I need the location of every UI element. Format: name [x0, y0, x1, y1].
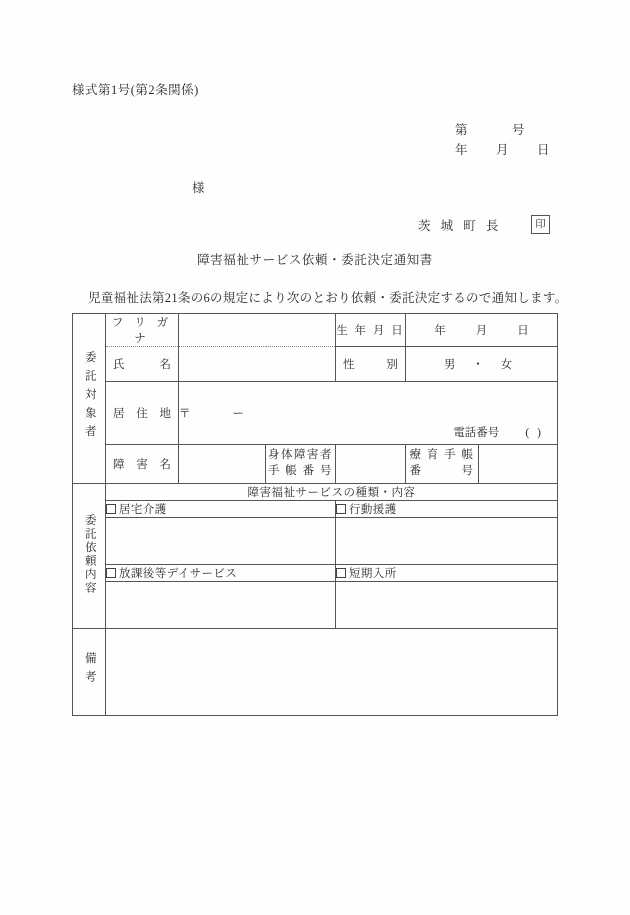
- page-title: 障害福祉サービス依頼・委託決定通知書: [197, 253, 433, 267]
- service-option-behavior-support[interactable]: 行動援護: [336, 501, 558, 518]
- table-row-service-detail-2: [73, 582, 558, 629]
- table-row-service-options-1: [73, 501, 558, 518]
- lead-paragraph: 児童福祉法第21条の6の規定により次のとおり依頼・委託決定するので通知します。: [88, 291, 568, 305]
- seal-stamp-box: 印: [531, 215, 550, 234]
- physical-handbook-label: 身体障害者 手 帳 番 号: [266, 445, 336, 484]
- issuer-name: 茨 城 町 長: [418, 219, 502, 233]
- table-row-disability: [73, 445, 558, 484]
- care-handbook-label: 療 育 手 帳 番 号: [406, 445, 479, 484]
- service-detail-after-school-day-service[interactable]: [106, 582, 336, 629]
- date-year-label: 年: [455, 143, 469, 157]
- birthdate-label: 生 年 月 日: [336, 314, 406, 347]
- services-header: 障害福祉サービスの種類・内容: [106, 484, 558, 501]
- sex-options[interactable]: 男 ・ 女: [406, 347, 558, 382]
- service-detail-short-stay[interactable]: [336, 582, 558, 629]
- service-option-after-school-day-service[interactable]: 放課後等デイサービス: [106, 565, 336, 582]
- date-month-label: 月: [496, 143, 510, 157]
- disability-name-label: 障 害 名: [106, 445, 179, 484]
- service-option-home-care[interactable]: 居宅介護: [106, 501, 336, 518]
- telephone-paren-open: (: [525, 427, 538, 439]
- section-label-remarks: 備考: [73, 629, 106, 716]
- name-label: 氏 名: [106, 347, 179, 382]
- birthdate-input[interactable]: [406, 314, 558, 347]
- checkbox-icon[interactable]: [106, 504, 116, 514]
- care-handbook-input[interactable]: [479, 445, 558, 484]
- postal-code-dash: ー: [232, 408, 244, 420]
- residence-input[interactable]: [179, 382, 558, 445]
- table-row-furigana: [73, 314, 558, 347]
- physical-handbook-input[interactable]: [336, 445, 406, 484]
- section-label-request-content: 委託依頼内容: [73, 484, 106, 629]
- name-input[interactable]: [179, 347, 336, 382]
- telephone-label: 電話番号: [453, 427, 500, 439]
- date-day-label: 日: [537, 143, 551, 157]
- document-number-unit: 号: [512, 123, 526, 137]
- postal-code-icon: 〒: [179, 408, 191, 420]
- birth-day-label: 日: [517, 325, 529, 337]
- table-row-services-header: [73, 484, 558, 501]
- sex-label: 性 別: [336, 347, 406, 382]
- birth-month-label: 月: [475, 325, 488, 337]
- table-row-residence: [73, 382, 558, 445]
- table-row-remarks: [73, 629, 558, 716]
- document-number-label: 第: [455, 123, 469, 137]
- table-row-service-detail-1: [73, 518, 558, 565]
- checkbox-icon[interactable]: [336, 568, 346, 578]
- birth-year-label: 年: [434, 325, 446, 337]
- document-number-line: [455, 120, 525, 138]
- main-form-table: [72, 313, 558, 716]
- telephone-line: [453, 424, 549, 440]
- service-detail-behavior-support[interactable]: [336, 518, 558, 565]
- disability-name-input[interactable]: [179, 445, 266, 484]
- checkbox-icon[interactable]: [106, 568, 116, 578]
- service-detail-home-care[interactable]: [106, 518, 336, 565]
- section-label-target-person: 委託対象者: [73, 314, 106, 484]
- furigana-input[interactable]: [179, 314, 336, 347]
- table-row-name: [73, 347, 558, 382]
- remarks-input[interactable]: [106, 629, 558, 716]
- residence-label: 居 住 地: [106, 382, 179, 445]
- document-date-line: [455, 140, 550, 158]
- service-option-short-stay[interactable]: 短期入所: [336, 565, 558, 582]
- checkbox-icon[interactable]: [336, 504, 346, 514]
- addressee-honorific: 様: [192, 181, 205, 195]
- table-row-service-options-2: [73, 565, 558, 582]
- telephone-paren-close: ): [537, 427, 549, 439]
- form-code: 様式第1号(第2条関係): [72, 83, 199, 97]
- furigana-label: フ リ ガ ナ: [106, 314, 179, 347]
